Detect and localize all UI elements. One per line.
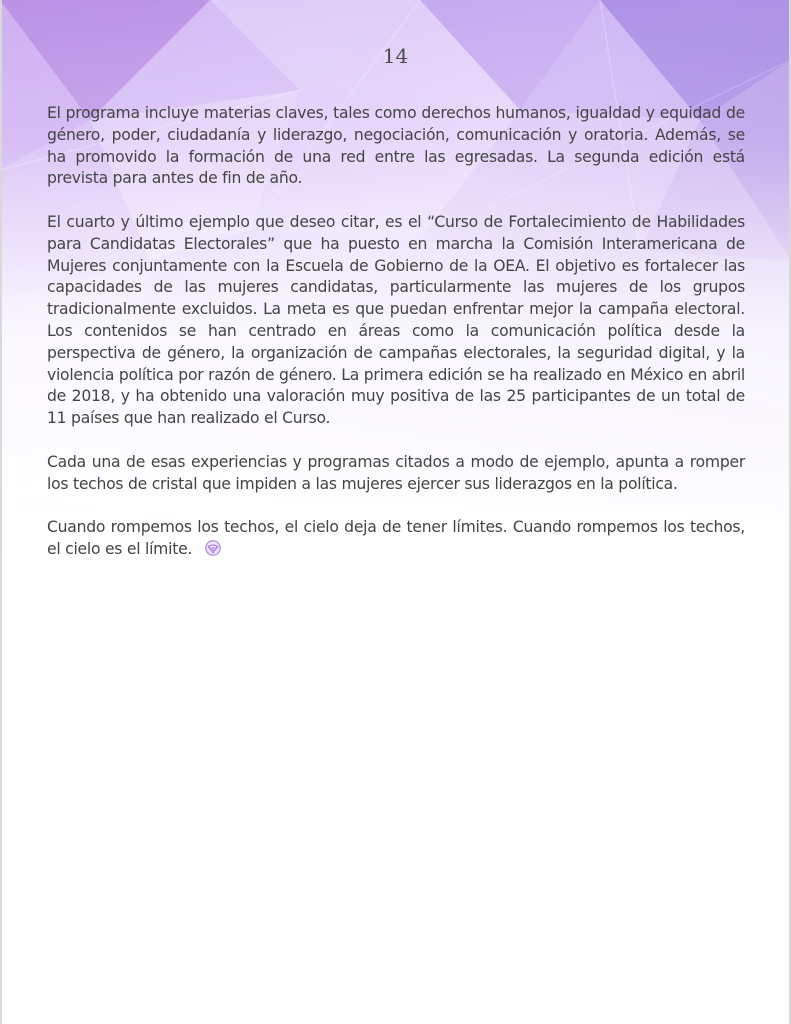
page-left-edge — [0, 0, 2, 1024]
purple-gem-icon — [204, 539, 222, 557]
paragraph-2: El cuarto y último ejemplo que deseo citar, es el “Curso de Fortalecimiento de Habilidades para Candidatas Electorales” que ha puesto en marcha la Comisión Interamericana de Mujeres conjuntamente con la Escuela de Gobierno de la OEA. El objetivo es fortalecer las capacidades de las mujeres candidatas, particularmente las mujeres de los grupos tradicionalmente excluidos. La meta es que puedan enfrentar mejor la campaña electoral. Los contenidos se han centrado en áreas como la comunicación política desde la perspectiva de género, la organización de campañas electorales, la seguridad digital, y la violencia política por razón de género. La primera edición se ha realizado en México en abril de 2018, y ha obtenido una valoración muy positiva de las 25 participantes de un total de 11 países que han realizado el Curso. — [47, 212, 745, 428]
paragraph-4-text: Cuando rompemos los techos, el cielo deja de tener límites. Cuando rompemos los techos, el cielo es el límite. — [47, 518, 745, 558]
paragraph-3: Cada una de esas experiencias y programas citados a modo de ejemplo, apunta a romper los techos de cristal que impiden a las mujeres ejercer sus liderazgos en la política. — [47, 452, 745, 493]
body-text — [47, 103, 745, 583]
paragraph-4 — [47, 517, 745, 561]
page-number: 14 — [382, 44, 409, 68]
paragraph-1: El programa incluye materias claves, tales como derechos humanos, igualdad y equidad de género, poder, ciudadanía y liderazgo, negociación, comunicación y oratoria. Además, se ha promovido la formación de una red entre las egresadas. La segunda edición está prevista para antes de fin de año. — [47, 104, 745, 188]
